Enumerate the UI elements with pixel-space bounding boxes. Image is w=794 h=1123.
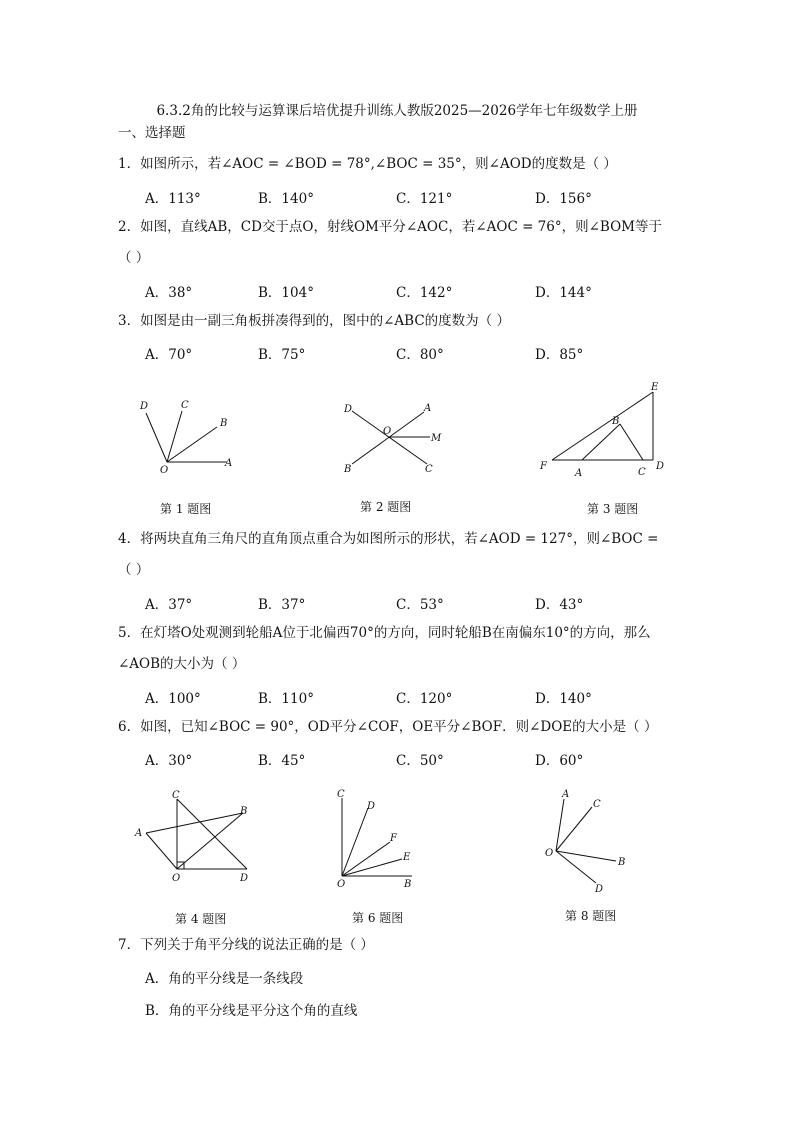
question-2-stem-cont: （ ）	[118, 250, 150, 266]
fig6-label-e: E	[403, 852, 411, 863]
question-4-stem-cont: （ ）	[118, 562, 150, 578]
q5-option-a[interactable]: A．100°	[145, 691, 201, 707]
question-5-stem-cont: ∠AOB的大小为（ ）	[118, 656, 246, 672]
q2-option-b[interactable]: B．104°	[258, 285, 314, 301]
q4-option-b[interactable]: B．37°	[258, 597, 306, 613]
fig1-label-a: A	[225, 458, 233, 469]
question-2-stem: 2．如图，直线AB，CD交于点O，射线OM平分∠AOC，若∠AOC = 76°，则∠BOM等于	[118, 219, 662, 235]
q7-option-a[interactable]: A．角的平分线是一条线段	[145, 971, 304, 987]
fig2-label-d: D	[344, 404, 353, 415]
question-4-stem: 4．将两块直角三角尺的直角顶点重合为如图所示的形状，若∠AOD = 127°，则∠BOC =	[118, 531, 659, 547]
q2-option-a[interactable]: A．38°	[145, 285, 193, 301]
fig4-label-b: B	[240, 806, 248, 817]
figure-1-caption: 第 1 题图	[160, 502, 212, 516]
figure-8-caption: 第 8 题图	[565, 909, 617, 923]
figure-6	[330, 780, 425, 890]
figure-2-caption: 第 2 题图	[360, 500, 412, 514]
q2-option-d[interactable]: D．144°	[535, 285, 592, 301]
q6-option-a[interactable]: A．30°	[145, 753, 193, 769]
question-1-stem: 1．如图所示，若∠AOC = ∠BOD = 78°,∠BOC = 35°，则∠AOD的度数是（ ）	[118, 156, 617, 172]
q1-option-c[interactable]: C．121°	[396, 191, 453, 207]
q1-option-b[interactable]: B．140°	[258, 191, 314, 207]
q7-option-b[interactable]: B．角的平分线是平分这个角的直线	[145, 1003, 358, 1019]
q6-option-b[interactable]: B．45°	[258, 753, 306, 769]
fig1-label-c: C	[181, 400, 189, 411]
figure-3-caption: 第 3 题图	[587, 502, 639, 516]
q4-option-d[interactable]: D．43°	[535, 597, 584, 613]
fig6-label-c: C	[337, 789, 345, 800]
fig6-label-b: B	[404, 879, 412, 890]
q6-option-c[interactable]: C．50°	[396, 753, 444, 769]
fig4-label-d: D	[240, 873, 249, 884]
q4-option-a[interactable]: A．37°	[145, 597, 193, 613]
q3-option-c[interactable]: C．80°	[396, 347, 444, 363]
q4-option-c[interactable]: C．53°	[396, 597, 444, 613]
fig1-label-d: D	[140, 401, 149, 412]
fig4-label-a: A	[135, 828, 143, 839]
figure-8	[540, 785, 640, 895]
q5-option-b[interactable]: B．110°	[258, 691, 314, 707]
fig8-label-c: C	[593, 799, 601, 810]
section-heading: 一、选择题	[118, 125, 186, 141]
fig4-label-o: O	[172, 873, 181, 884]
question-3-stem: 3．如图是由一副三角板拼凑得到的，图中的∠ABC的度数为（ ）	[118, 313, 510, 329]
fig6-label-f: F	[390, 833, 397, 844]
fig8-label-b: B	[618, 857, 626, 868]
fig2-label-c: C	[425, 464, 433, 475]
figure-6-caption: 第 6 题图	[352, 911, 404, 925]
q1-option-a[interactable]: A．113°	[145, 191, 201, 207]
q3-option-b[interactable]: B．75°	[258, 347, 306, 363]
fig3-label-e: E	[651, 382, 659, 393]
fig2-label-a: A	[424, 403, 432, 414]
fig3-label-d: D	[656, 461, 665, 472]
fig3-label-c: C	[638, 467, 646, 478]
fig8-label-o: O	[545, 848, 554, 859]
question-7-stem: 7．下列关于角平分线的说法正确的是（ ）	[118, 937, 374, 953]
fig3-label-b: B	[612, 416, 620, 427]
q5-option-c[interactable]: C．120°	[396, 691, 453, 707]
question-5-stem: 5．在灯塔O处观测到轮船A位于北偏西70°的方向，同时轮船B在南偏东10°的方向，那么	[118, 625, 651, 641]
figure-1	[130, 395, 240, 475]
figure-4	[130, 785, 265, 885]
q3-option-d[interactable]: D．85°	[535, 347, 584, 363]
q3-option-a[interactable]: A．70°	[145, 347, 193, 363]
fig8-label-a: A	[562, 789, 570, 800]
fig3-label-a: A	[575, 468, 583, 479]
figure-4-caption: 第 4 题图	[175, 912, 227, 926]
fig2-label-b: B	[344, 464, 352, 475]
fig3-label-f: F	[540, 461, 547, 472]
q6-option-d[interactable]: D．60°	[535, 753, 584, 769]
q1-option-d[interactable]: D．156°	[535, 191, 592, 207]
fig1-label-o: O	[160, 465, 169, 476]
fig2-label-m: M	[431, 433, 442, 444]
q2-option-c[interactable]: C．142°	[396, 285, 453, 301]
document-title: 6.3.2角的比较与运算课后培优提升训练人教版2025—2026学年七年级数学上册	[156, 103, 638, 119]
figure-2	[338, 398, 448, 473]
fig6-label-o: O	[337, 879, 346, 890]
fig6-label-d: D	[367, 801, 376, 812]
question-6-stem: 6．如图，已知∠BOC = 90°，OD平分∠COF，OE平分∠BOF．则∠DOE的大小是（ ）	[118, 719, 658, 735]
fig8-label-d: D	[595, 884, 604, 895]
fig1-label-b: B	[220, 418, 228, 429]
fig2-label-o: O	[383, 426, 392, 437]
figure-3	[535, 380, 670, 480]
q5-option-d[interactable]: D．140°	[535, 691, 592, 707]
fig4-label-c: C	[172, 790, 180, 801]
